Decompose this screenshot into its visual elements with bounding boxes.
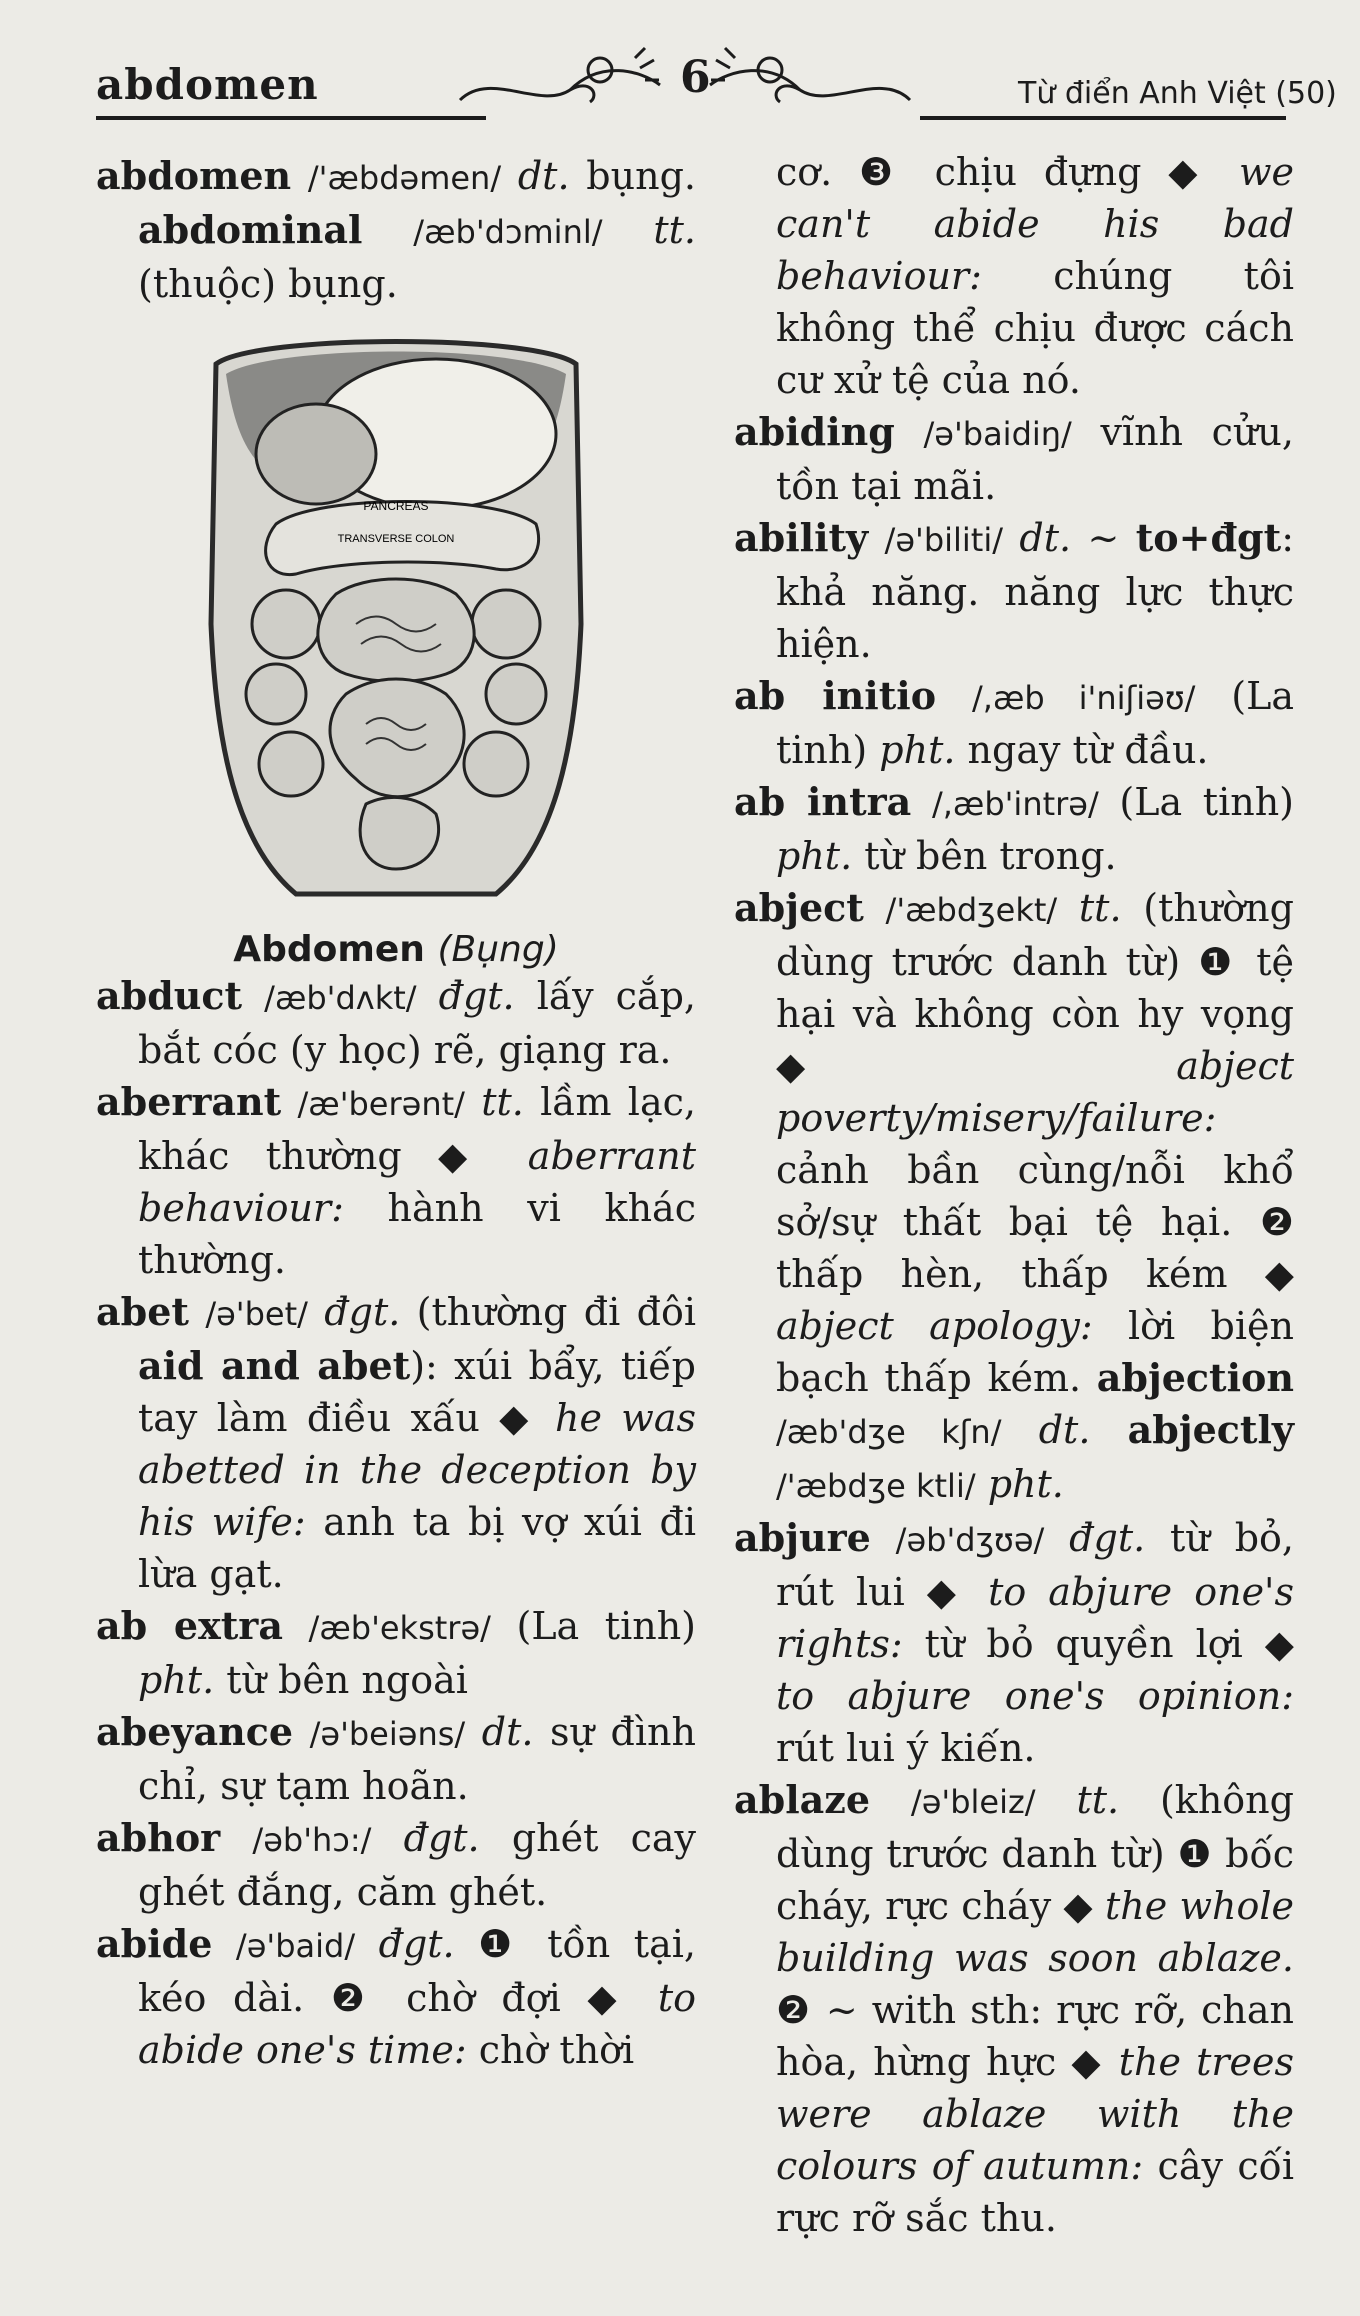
definition-text: từ bên trong.: [852, 834, 1117, 878]
figure-caption: Abdomen (Bụng): [233, 929, 559, 970]
pronunciation: /æb'dɔminl/: [413, 213, 603, 251]
definition-text: [417, 974, 439, 1018]
definition-text: [936, 674, 972, 718]
definition-text: [308, 1290, 324, 1334]
dictionary-entry: [96, 1706, 696, 1812]
definition-text: ❷ ~ with sth: rực rỡ, chan hòa, hừng hực ◆: [776, 1988, 1294, 2084]
headword: abdominal: [138, 207, 363, 252]
pronunciation: /æb'ekstrə/: [308, 1609, 491, 1647]
part-of-speech: đgt.: [403, 1816, 480, 1860]
definition-text: lầm lạc, khác thường ◆: [138, 1080, 696, 1178]
definition-text: [465, 1710, 482, 1754]
definition-text: [465, 1080, 481, 1124]
pronunciation: /'æbdʒekt/: [885, 891, 1058, 929]
abdomen-illustration: [196, 324, 596, 914]
dictionary-entry: [96, 1918, 696, 2076]
definition-text: (La tinh): [776, 674, 1294, 772]
definition-text: [501, 154, 518, 198]
dictionary-entry: [734, 1774, 1294, 2244]
pronunciation: /ə'beiəns/: [309, 1715, 466, 1753]
part-of-speech: dt.: [481, 1710, 534, 1754]
headword: ability: [734, 515, 869, 560]
pronunciation: /ə'bleiz/: [910, 1783, 1036, 1821]
definition-text: [189, 1290, 205, 1334]
definition-text: chúng tôi không thể chịu được cách cư xử tệ của nó.: [776, 254, 1294, 402]
definition-text: sự đình chỉ, sự tạm hoãn.: [138, 1710, 696, 1808]
definition-text: lời biện bạch thấp kém.: [776, 1304, 1294, 1400]
pronunciation: /æb'dʒe kʃn/: [776, 1413, 1002, 1451]
definition-text: [371, 1816, 403, 1860]
definition-text: [281, 1080, 297, 1124]
pronunciation: /,æb'intrə/: [931, 785, 1099, 823]
definition-text: (La tinh): [490, 1604, 696, 1648]
definition-text: (thường đi đôi: [400, 1290, 696, 1334]
definition-text: ❶ tồn tại, kéo dài. ❷ chờ đợi ◆: [138, 1922, 696, 2020]
definition-text: [1044, 1516, 1069, 1560]
definition-text: [362, 208, 413, 252]
definition-text: [895, 410, 924, 454]
definition-text: [293, 1710, 310, 1754]
dictionary-entry: [96, 1076, 696, 1286]
dictionary-entry: [734, 776, 1294, 882]
figure-label-colon: TRANSVERSE COLON: [337, 533, 455, 545]
definition-text: [1090, 1408, 1127, 1452]
headword: abject: [734, 885, 864, 930]
headword: abjure: [734, 1515, 871, 1560]
headword: abjection: [1096, 1355, 1294, 1400]
definition-text: anh ta bị vợ xúi đi lừa gạt.: [138, 1500, 696, 1596]
part-of-speech: pht.: [987, 1462, 1064, 1506]
dictionary-entry: [96, 150, 696, 310]
part-of-speech: dt.: [1019, 516, 1072, 560]
part-of-speech: tt.: [481, 1080, 524, 1124]
definition-text: từ bỏ quyền lợi ◆: [902, 1622, 1294, 1666]
part-of-speech: tt.: [1076, 1778, 1120, 1822]
definition-text: [864, 886, 886, 930]
definition-text: [291, 154, 308, 198]
definition-text: (không dùng trước danh từ) ❶ bốc cháy, rực cháy ◆: [776, 1778, 1294, 1928]
definition-text: ): xúi bẩy, tiếp tay làm điều xấu ◆: [138, 1344, 696, 1440]
part-of-speech: pht.: [879, 728, 956, 772]
definition-text: bụng.: [569, 154, 696, 198]
part-of-speech: pht.: [138, 1658, 215, 1702]
definition-text: [868, 516, 884, 560]
part-of-speech: tt.: [1078, 886, 1122, 930]
definition-text: [242, 974, 264, 1018]
headword: to+đgt: [1135, 515, 1282, 560]
dictionary-entry: [96, 1812, 696, 1918]
dictionary-entry: [96, 1600, 696, 1706]
headword: aid and abet: [138, 1343, 411, 1388]
example: the trees were ablaze with the colours of autumn:: [776, 2040, 1294, 2188]
definition-text: [603, 208, 654, 252]
part-of-speech: dt.: [517, 154, 570, 198]
pronunciation: /æb'dʌkt/: [264, 979, 417, 1017]
definition-text: [283, 1604, 309, 1648]
definition-text: [871, 1516, 896, 1560]
headword: aberrant: [96, 1079, 282, 1124]
headword: ab extra: [96, 1603, 283, 1648]
dictionary-entry: [734, 670, 1294, 776]
part-of-speech: dt.: [1038, 1408, 1091, 1452]
headword: abiding: [734, 409, 895, 454]
pronunciation: /ə'bet/: [205, 1295, 308, 1333]
definition-text: rút lui ý kiến.: [776, 1726, 1036, 1770]
part-of-speech: đgt.: [1069, 1516, 1146, 1560]
part-of-speech: đgt.: [438, 974, 515, 1018]
definition-text: chờ thời: [466, 2028, 635, 2072]
example: abject apology:: [776, 1304, 1093, 1348]
headword: abet: [96, 1289, 189, 1334]
definition-text: hành vi khác thường.: [138, 1186, 696, 1282]
dictionary-entry: [734, 406, 1294, 512]
definition-text: [1003, 516, 1019, 560]
part-of-speech: tt.: [653, 208, 696, 252]
headword: abdomen: [96, 153, 292, 198]
definition-text: (La tinh): [1098, 780, 1294, 824]
definition-text: cơ. ❸ chịu đựng ◆: [776, 150, 1239, 194]
part-of-speech: đgt.: [324, 1290, 401, 1334]
example: aberrant behaviour:: [138, 1134, 696, 1230]
part-of-speech: pht.: [776, 834, 853, 878]
headword: ab initio: [734, 673, 937, 718]
headword: abide: [96, 1921, 213, 1966]
dictionary-entry: [96, 970, 696, 1076]
dictionary-entry: [734, 882, 1294, 1512]
definition-text: [976, 1462, 988, 1506]
pronunciation: /ə'baid/: [235, 1927, 356, 1965]
definition-text: [1036, 1778, 1077, 1822]
definition-text: từ bỏ, rút lui ◆: [776, 1516, 1294, 1614]
dictionary-entry: [734, 146, 1294, 406]
page-number: 6: [680, 52, 711, 103]
headword: ab intra: [734, 779, 912, 824]
abdomen-figure: [96, 310, 696, 970]
dictionary-entry: [734, 1512, 1294, 1774]
definition-text: [870, 1778, 911, 1822]
definition-text: ghét cay ghét đắng, căm ghét.: [138, 1816, 696, 1914]
definition-text: (thường dùng trước danh từ) ❶ tệ hại và không còn hy vọng ◆: [776, 886, 1294, 1088]
headword: abhor: [96, 1815, 221, 1860]
example: to abide one's time:: [138, 1976, 696, 2072]
headword: ablaze: [734, 1777, 871, 1822]
headword: abjectly: [1127, 1407, 1294, 1452]
left-column: [96, 150, 696, 2076]
dictionary-entry: [96, 1286, 696, 1600]
example: to abjure one's opinion:: [776, 1674, 1294, 1718]
figure-label-pancreas: PANCREAS: [363, 499, 429, 513]
guide-word: abdomen: [96, 60, 319, 109]
headword: abeyance: [96, 1709, 294, 1754]
dictionary-entry: [734, 512, 1294, 670]
definition-text: : khả năng. năng lực thực hiện.: [776, 516, 1294, 666]
header-rule-left: [96, 116, 486, 120]
pronunciation: /æ'berənt/: [297, 1085, 465, 1123]
definition-text: từ bên ngoài: [214, 1658, 468, 1702]
definition-text: [911, 780, 932, 824]
pronunciation: /'æbdʒe ktli/: [776, 1467, 976, 1505]
definition-text: [1001, 1408, 1038, 1452]
definition-text: [220, 1816, 252, 1860]
book-title: Từ điển Anh Việt (50): [1018, 76, 1337, 111]
headword: abduct: [96, 973, 243, 1018]
definition-text: lấy cắp, bắt cóc (y học) rẽ, giạng ra.: [138, 974, 696, 1072]
definition-text: (thuộc) bụng.: [138, 262, 398, 306]
definition-text: [212, 1922, 236, 1966]
right-column: [734, 146, 1294, 2244]
part-of-speech: đgt.: [378, 1922, 455, 1966]
definition-text: [1057, 886, 1079, 930]
header-rule-right: [920, 116, 1286, 120]
pronunciation: /ə'biliti/: [884, 521, 1004, 559]
pronunciation: /,æb i'niʃiəʊ/: [971, 679, 1196, 717]
definition-text: ngay từ đầu.: [955, 728, 1209, 772]
example: abject poverty/misery/failure:: [776, 1044, 1294, 1140]
pronunciation: /əb'dʒʊə/: [895, 1521, 1045, 1559]
example: we can't abide his bad behaviour:: [776, 150, 1294, 298]
example: to abjure one's rights:: [776, 1570, 1294, 1666]
definition-text: ~: [1071, 516, 1136, 560]
definition-text: [355, 1922, 379, 1966]
pronunciation: /əb'hɔ:/: [252, 1821, 372, 1859]
definition-text: vĩnh cửu, tồn tại mãi.: [776, 410, 1294, 508]
example: he was abetted in the deception by his wife:: [138, 1396, 696, 1544]
pronunciation: /'æbdəmen/: [307, 159, 502, 197]
pronunciation: /ə'baidiŋ/: [923, 415, 1072, 453]
definition-text: cây cối rực rỡ sắc thu.: [776, 2144, 1294, 2240]
example: the whole building was soon ablaze.: [776, 1884, 1294, 1980]
definition-text: cảnh bần cùng/nỗi khổ sở/sự thất bại tệ hại. ❷ thấp hèn, thấp kém ◆: [776, 1148, 1294, 1296]
